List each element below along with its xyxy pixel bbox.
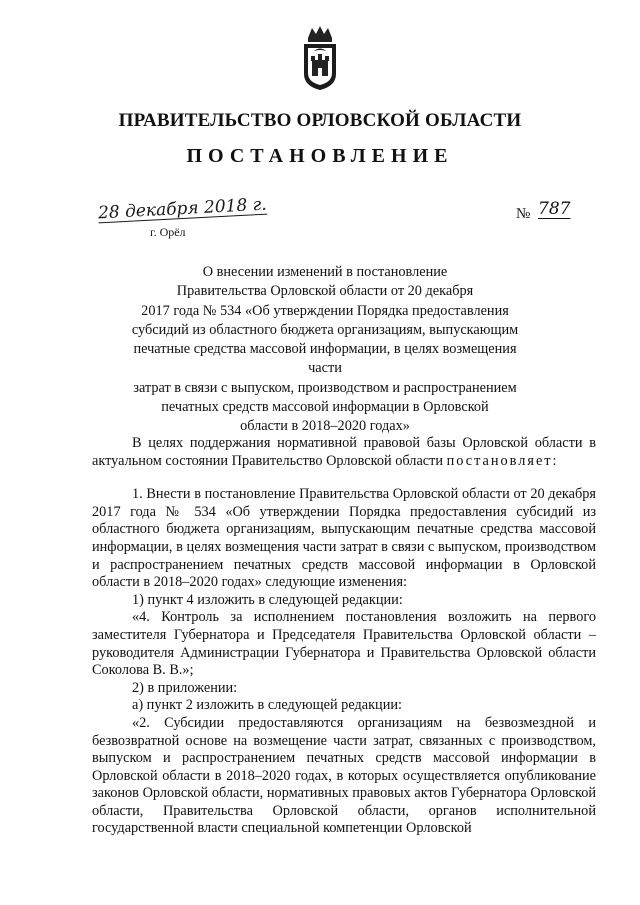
coat-of-arms-icon <box>298 24 342 92</box>
preamble-keyword: постановляет: <box>446 452 559 469</box>
subject-line: печатных средств массовой информации в Орловской <box>161 399 489 416</box>
handwritten-number: 787 <box>538 199 571 219</box>
document-body <box>92 435 596 838</box>
subject-line: Правительства Орловской области от 20 декабря <box>176 283 474 300</box>
item-1-paragraph: 1. Внести в постановление Правительства Орловской области от 20 декабря 2017 года № 534 «Об утверждении Порядка предоставления субсидий из областного бюджета организациям, выпускающим печатные средства массовой информации, в целях возмещения части затрат в связи с выпуском, производством и распространением печатных средств массовой информации в Орловской области в 2018–2020 годах» следующие изменения: <box>92 486 596 591</box>
subject-line: затрат в связи с выпуском, производством и распространением <box>133 379 517 396</box>
preamble-text: В целях поддержания нормативной правовой базы Орловской области в актуальном состоянии Правительство Орловской области <box>92 435 596 469</box>
subitem-2a-text: «2. Субсидии предоставляются организациям на безвозмездной и безвозвратной основе на возмещение части затрат, связанных с производством, выпуском и распространением печатных средств массовой информации в Орловской области в 2018–2020 годах, в которых осуществляется опубликование законов Орловской области, нормативных правовых актов Губернатора Орловской области, Правительства Орловской области, органов исполнительной государственной власти специальной компетенции Орловской <box>92 714 596 837</box>
subject-line: О внесении изменений в постановление <box>202 264 448 280</box>
organization-title: ПРАВИТЕЛЬСТВО ОРЛОВСКОЙ ОБЛАСТИ <box>118 110 522 131</box>
number-label: № <box>516 206 531 222</box>
subject-line: субсидий из областного бюджета организациям, выпускающим <box>131 321 519 338</box>
subject-line: печатные средства массовой информации, в целях возмещения части <box>133 341 517 377</box>
subitem-1-paragraph: 1) пункт 4 изложить в следующей редакции: <box>132 591 403 608</box>
subitem-1-text: «4. Контроль за исполнением постановления возложить на первого заместителя Губернатора и Председателя Правительства Орловской области – руководителя Администрации Губернатора и Правительства Орловской области Соколова В. В.»; <box>92 609 596 679</box>
subject-line: области в 2018–2020 годах» <box>240 418 410 435</box>
document-type-title: ПОСТАНОВЛЕНИЕ <box>186 145 454 167</box>
subject-line: 2017 года № 534 «Об утверждении Порядка предоставления <box>141 302 509 319</box>
subitem-2-paragraph: 2) в приложении: <box>132 679 238 696</box>
city-label: г. Орёл <box>150 225 186 239</box>
document-subject <box>130 263 520 437</box>
subitem-2a-paragraph: а) пункт 2 изложить в следующей редакции: <box>132 697 402 714</box>
handwritten-date: 28 декабря 2018 г. <box>97 194 268 224</box>
preamble-paragraph <box>92 435 596 470</box>
